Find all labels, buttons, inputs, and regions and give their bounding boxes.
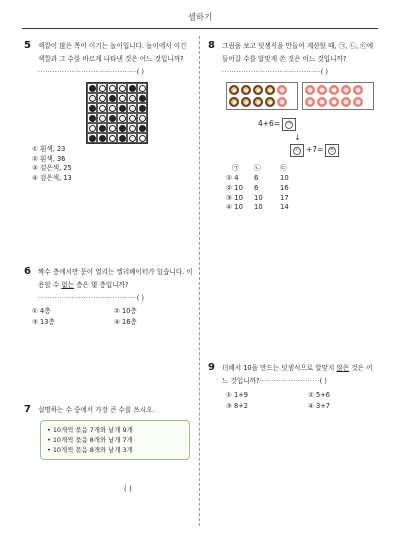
- equation-2: ㉡ +7= ㉢: [288, 144, 341, 157]
- chocolate-donut-icon: [253, 85, 263, 95]
- black-stone: [119, 125, 126, 132]
- grid-cell: [97, 93, 107, 103]
- grid-cell: [87, 123, 97, 133]
- pink-donut-icon: [277, 97, 287, 107]
- table-row[interactable]: [226, 203, 306, 213]
- grid-cell: [117, 103, 127, 113]
- question-text: 그림을 보고 덧셈식을 만들어 계산할 때, ㉠, ㉡, ㉢에 들어갈 수를 알맞게 쓴 것은 어느 것입니까?·········································( ): [222, 42, 374, 76]
- answer-choice[interactable]: ③ 검은색, 25: [32, 164, 72, 172]
- table-row[interactable]: [226, 194, 306, 204]
- equation-1: 4+6= ㉠: [258, 118, 298, 131]
- grid-cell: [117, 113, 127, 123]
- white-stone: [99, 95, 106, 102]
- question-8: [208, 40, 380, 210]
- black-stone: [119, 135, 126, 142]
- white-stone: [109, 85, 116, 92]
- grid-cell: [97, 83, 107, 93]
- black-stone: [89, 105, 96, 112]
- chocolate-donut-icon: [229, 85, 239, 95]
- column-header: ㉡: [254, 164, 261, 172]
- donut-box-left: [226, 82, 298, 110]
- black-stone: [129, 85, 136, 92]
- chocolate-donut-icon: [265, 97, 275, 107]
- pink-donut-icon: [353, 85, 363, 95]
- white-stone: [129, 135, 136, 142]
- answer-table: [226, 164, 306, 213]
- black-stone: [89, 115, 96, 122]
- question-6: [24, 266, 196, 336]
- grid-cell: [137, 103, 147, 113]
- white-stone: [89, 125, 96, 132]
- grid-cell: [97, 113, 107, 123]
- white-stone: [139, 85, 146, 92]
- donut-box-right: [302, 82, 374, 110]
- hint-item: • 10개씩 묶음 8개와 낱개 3개: [47, 445, 183, 455]
- pink-donut-icon: [317, 85, 327, 95]
- table-cell: 14: [280, 203, 289, 212]
- answer-choice[interactable]: ② 10층: [114, 307, 137, 315]
- grid-cell: [137, 93, 147, 103]
- grid-cell: [127, 123, 137, 133]
- grid-cell: [117, 83, 127, 93]
- table-cell: 10: [280, 173, 289, 182]
- white-stone: [119, 115, 126, 122]
- pink-donut-icon: [353, 97, 363, 107]
- white-stone: [119, 85, 126, 92]
- black-stone: [119, 105, 126, 112]
- hint-item: • 10개씩 묶음 8개와 낱개 7개: [47, 435, 183, 445]
- question-text: 짝수 층에서만 문이 열리는 엘리베이터가 있습니다. 이용할 수 없는 층은 몇 층입니까? ·········································( ): [38, 268, 193, 302]
- question-number: 7: [24, 404, 31, 415]
- grid-cell: [87, 83, 97, 93]
- grid-cell: [107, 113, 117, 123]
- table-cell: 10: [254, 193, 263, 202]
- grid-cell: [107, 93, 117, 103]
- hint-item: • 10개씩 묶음 7개와 낱개 9개: [47, 425, 183, 435]
- answer-choice[interactable]: ④ 검은색, 13: [32, 173, 72, 182]
- pink-donut-icon: [317, 97, 327, 107]
- chocolate-donut-icon: [253, 97, 263, 107]
- question-text: 설명하는 수 중에서 가장 큰 수를 쓰시오.: [38, 406, 155, 414]
- question-number: 9: [208, 362, 215, 373]
- question-7: [24, 404, 196, 504]
- hint-box: [40, 420, 190, 460]
- black-stone: [109, 95, 116, 102]
- pink-donut-icon: [277, 85, 287, 95]
- question-9: [208, 362, 380, 442]
- grid-cell: [117, 133, 127, 143]
- table-cell: ③ 10: [226, 193, 243, 202]
- white-stone: [129, 125, 136, 132]
- grid-cell: [137, 123, 147, 133]
- grid-cell: [107, 123, 117, 133]
- question-number: 5: [24, 40, 31, 51]
- grid-cell: [117, 123, 127, 133]
- pink-donut-icon: [305, 85, 315, 95]
- chocolate-donut-icon: [229, 97, 239, 107]
- white-stone: [109, 125, 116, 132]
- white-stone: [129, 115, 136, 122]
- black-stone: [89, 85, 96, 92]
- grid-cell: [127, 103, 137, 113]
- white-stone: [139, 115, 146, 122]
- answer-choices: [32, 306, 194, 327]
- black-stone: [99, 125, 106, 132]
- question-number: 6: [24, 266, 31, 277]
- table-cell: ② 10: [226, 183, 243, 192]
- grid-cell: [87, 133, 97, 143]
- grid-cell: [137, 83, 147, 93]
- answer-choice[interactable]: ① 1+9: [226, 391, 248, 399]
- grid-cell: [97, 103, 107, 113]
- white-stone: [99, 85, 106, 92]
- question-number: 8: [208, 40, 215, 51]
- table-cell: 6: [254, 173, 259, 182]
- column-header: ㉠: [232, 164, 239, 172]
- answer-choice[interactable]: ④ 3+7: [308, 402, 330, 410]
- table-row[interactable]: [226, 174, 306, 184]
- pink-donut-icon: [329, 97, 339, 107]
- answer-box-c: ㉢: [325, 144, 339, 157]
- answer-choice[interactable]: ① 4층: [32, 307, 51, 315]
- black-stone: [99, 135, 106, 142]
- pink-donut-icon: [305, 97, 315, 107]
- table-cell: ① 4: [226, 173, 239, 182]
- header-rule: [22, 28, 378, 29]
- grid-cell: [107, 133, 117, 143]
- answer-choice[interactable]: ③ 13층: [32, 318, 55, 326]
- table-header-row: [226, 164, 306, 174]
- column-divider: [199, 36, 200, 526]
- answer-choice[interactable]: ② 흰색, 36: [32, 154, 66, 163]
- table-cell: 16: [280, 183, 289, 192]
- table-cell: 17: [280, 193, 289, 202]
- column-header: ㉢: [280, 164, 287, 172]
- chocolate-donut-icon: [241, 97, 251, 107]
- page-title: 셈하기: [187, 13, 213, 23]
- chocolate-donut-icon: [265, 85, 275, 95]
- grid-cell: [87, 103, 97, 113]
- pink-donut-icon: [329, 85, 339, 95]
- question-text: 더해서 10을 만드는 덧셈식으로 알맞지 않은 것은 어느 것입니까?·························( ): [222, 364, 373, 385]
- black-stone: [89, 135, 96, 142]
- black-stone: [109, 115, 116, 122]
- black-stone: [139, 105, 146, 112]
- white-stone: [99, 115, 106, 122]
- white-stone: [89, 95, 96, 102]
- stone-grid: [86, 82, 148, 144]
- white-stone: [129, 105, 136, 112]
- answer-choice[interactable]: ② 5+6: [308, 391, 330, 399]
- answer-choice[interactable]: ① 흰색, 23: [32, 145, 66, 153]
- white-stone: [119, 95, 126, 102]
- question-5: [24, 40, 196, 200]
- arrow-down-icon: ↓: [294, 133, 301, 142]
- grid-cell: [127, 93, 137, 103]
- black-stone: [139, 95, 146, 102]
- white-stone: [109, 135, 116, 142]
- pink-donut-icon: [341, 97, 351, 107]
- answer-choices: [226, 390, 388, 411]
- pink-donut-icon: [341, 85, 351, 95]
- white-stone: [99, 105, 106, 112]
- grid-cell: [97, 123, 107, 133]
- grid-cell: [107, 83, 117, 93]
- white-stone: [129, 95, 136, 102]
- grid-cell: [137, 133, 147, 143]
- grid-cell: [127, 83, 137, 93]
- black-stone: [139, 125, 146, 132]
- answer-box-b: ㉡: [290, 144, 304, 157]
- white-stone: [139, 135, 146, 142]
- table-row[interactable]: [226, 184, 306, 194]
- grid-cell: [87, 113, 97, 123]
- table-cell: 6: [254, 183, 259, 192]
- grid-cell: [97, 133, 107, 143]
- answer-choices: [32, 145, 72, 183]
- white-stone: [109, 105, 116, 112]
- answer-choice[interactable]: ④ 16층: [114, 318, 137, 326]
- answer-blank: ( ): [124, 485, 132, 493]
- question-text: 색깔이 많은 쪽이 이기는 놀이입니다. 놀이에서 이긴 색깔과 그 수를 바르게 나타낸 것은 어느 것입니까?·········································( ): [38, 42, 187, 76]
- grid-cell: [117, 93, 127, 103]
- answer-box-a: ㉠: [282, 118, 296, 131]
- grid-cell: [87, 93, 97, 103]
- grid-cell: [137, 113, 147, 123]
- grid-cell: [127, 133, 137, 143]
- grid-cell: [127, 113, 137, 123]
- table-cell: 10: [254, 203, 263, 212]
- chocolate-donut-icon: [241, 85, 251, 95]
- answer-choice[interactable]: ③ 8+2: [226, 402, 248, 410]
- table-cell: ④ 10: [226, 203, 243, 212]
- grid-cell: [107, 103, 117, 113]
